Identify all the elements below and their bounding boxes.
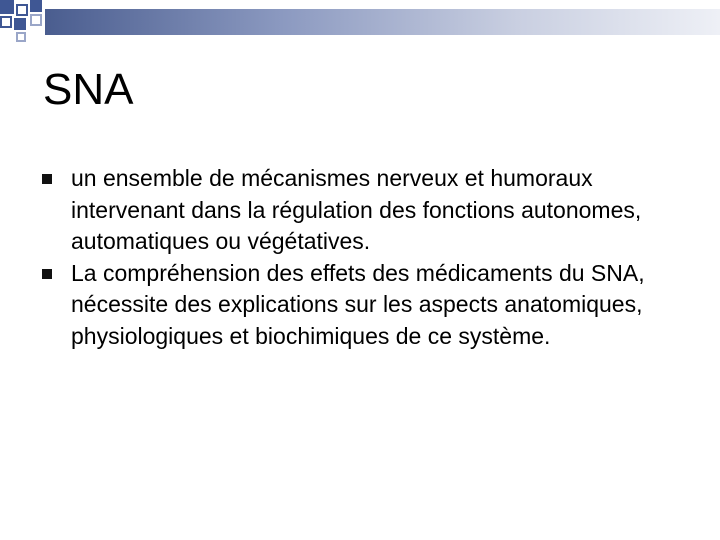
decor-square [16, 4, 28, 16]
square-bullet-icon [42, 174, 52, 184]
decor-square [0, 0, 14, 14]
header-gradient-band [45, 9, 720, 35]
slide-title: SNA [43, 65, 134, 114]
decor-square [30, 0, 42, 12]
decor-square [0, 16, 12, 28]
bullet-list [42, 163, 682, 352]
bullet-item [42, 258, 682, 353]
bullet-text: La compréhension des effets des médicaments du SNA, nécessite des explications sur les aspects anatomiques, physiologiques et biochimiques de ce système. [71, 259, 645, 349]
decor-square [14, 18, 26, 30]
bullet-text: un ensemble de mécanismes nerveux et humoraux intervenant dans la régulation des fonctions autonomes, automatiques ou végétatives. [71, 165, 642, 254]
decor-square [16, 32, 26, 42]
square-bullet-icon [42, 269, 52, 279]
bullet-item [42, 163, 682, 258]
decor-square [30, 14, 42, 26]
